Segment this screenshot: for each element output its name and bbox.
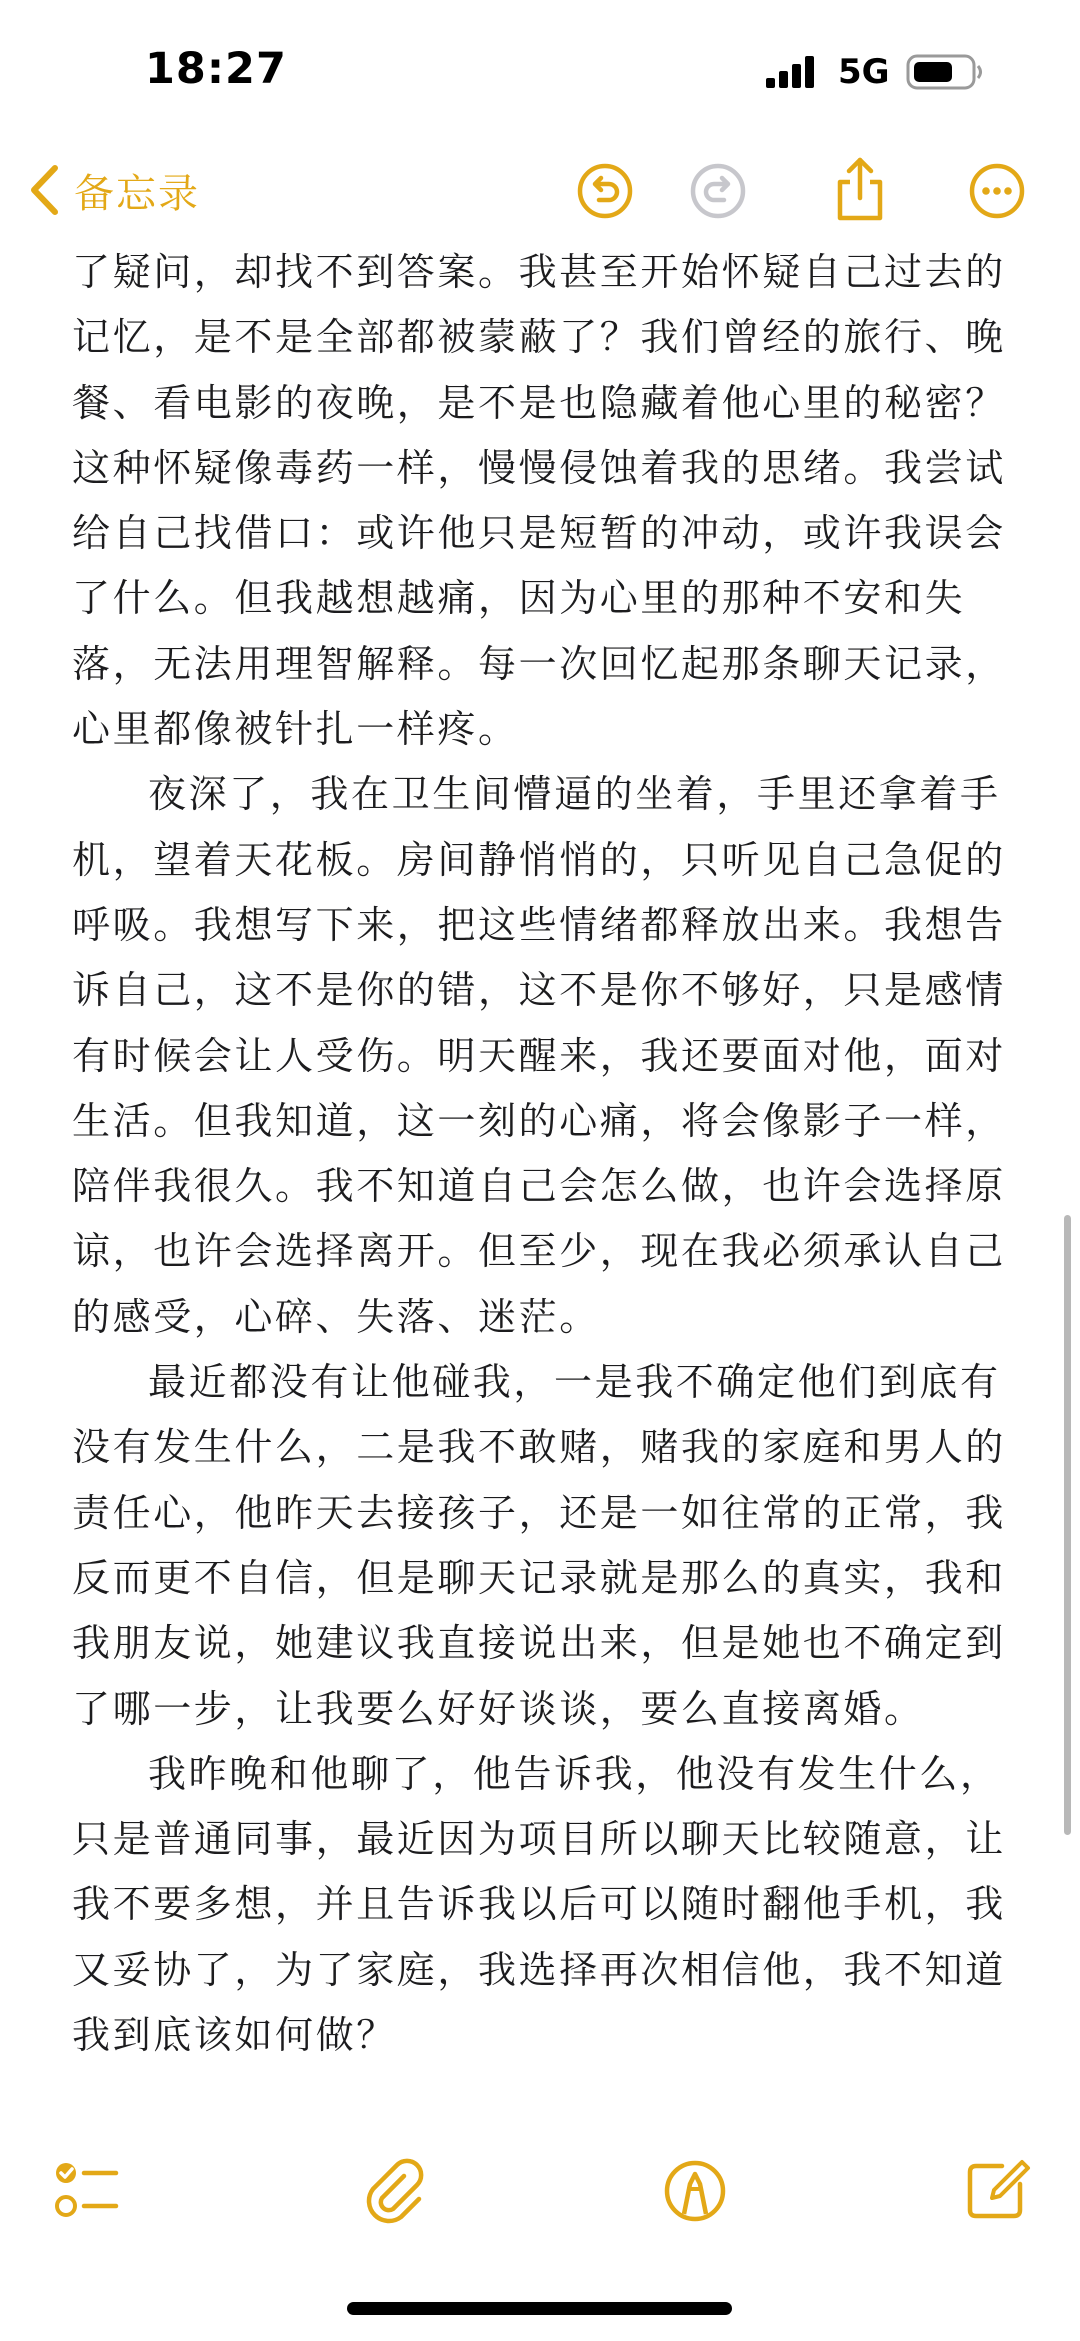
- compose-icon[interactable]: [962, 2152, 1034, 2224]
- checklist-icon[interactable]: [52, 2156, 122, 2226]
- bottom-toolbar: [0, 2160, 1080, 2240]
- status-bar: [0, 0, 1080, 140]
- battery-icon: [906, 54, 986, 90]
- network-type: 5G: [838, 52, 890, 92]
- note-paragraph-3: 最近都没有让他碰我，一是我不确定他们到底有没有发生什么，二是我不敢赌，赌我的家庭和男人的责任心，他昨天去接孩子，还是一如往常的正常，我反而更不自信，但是聊天记录就是那么的真实，我和我朋友说，她建议我直接说出来，但是她也不确定到了哪一步，让我要么好好谈谈，要么直接离婚。: [72, 1360, 1006, 1731]
- scrollbar[interactable]: [1064, 1215, 1071, 1835]
- back-label: 备忘录: [74, 170, 200, 217]
- cellular-signal-icon: [766, 56, 828, 88]
- undo-icon[interactable]: [576, 162, 634, 220]
- note-body[interactable]: [72, 240, 1012, 2068]
- status-time: 18:27: [145, 44, 287, 94]
- back-button[interactable]: [28, 160, 200, 220]
- chevron-left-icon: [28, 164, 60, 216]
- markup-pen-icon[interactable]: [660, 2156, 730, 2226]
- paperclip-icon[interactable]: [360, 2156, 430, 2226]
- share-icon[interactable]: [832, 156, 888, 222]
- more-icon[interactable]: [968, 162, 1026, 220]
- note-paragraph-4: 我昨晚和他聊了，他告诉我，他没有发生什么，只是普通同事，最近因为项目所以聊天比较随意，让我不要多想，并且告诉我以后可以随时翻他手机，我又妥协了，为了家庭，我选择再次相信他，我不知道我到底该如何做？: [72, 1751, 1006, 2058]
- redo-icon[interactable]: [689, 162, 747, 220]
- home-indicator[interactable]: [347, 2302, 732, 2315]
- note-paragraph-2: 夜深了，我在卫生间懵逼的坐着，手里还拿着手机，望着天花板。房间静悄悄的，只听见自己急促的呼吸。我想写下来，把这些情绪都释放出来。我想告诉自己，这不是你的错，这不是你不够好，只是感情有时候会让人受伤。明天醒来，我还要面对他，面对生活。但我知道，这一刻的心痛，将会像影子一样，陪伴我很久。我不知道自己会怎么做，也许会选择原谅，也许会选择离开。但至少，现在我必须承认自己的感受，心碎、失落、迷茫。: [72, 772, 1006, 1339]
- note-paragraph-1: 了疑问，却找不到答案。我甚至开始怀疑自己过去的记忆，是不是全部都被蒙蔽了？我们曾经的旅行、晚餐、看电影的夜晚，是不是也隐藏着他心里的秘密？这种怀疑像毒药一样，慢慢侵蚀着我的思绪。我尝试给自己找借口：或许他只是短暂的冲动，或许我误会了什么。但我越想越痛，因为心里的那种不安和失落，无法用理智解释。每一次回忆起那条聊天记录，心里都像被针扎一样疼。: [72, 250, 1006, 752]
